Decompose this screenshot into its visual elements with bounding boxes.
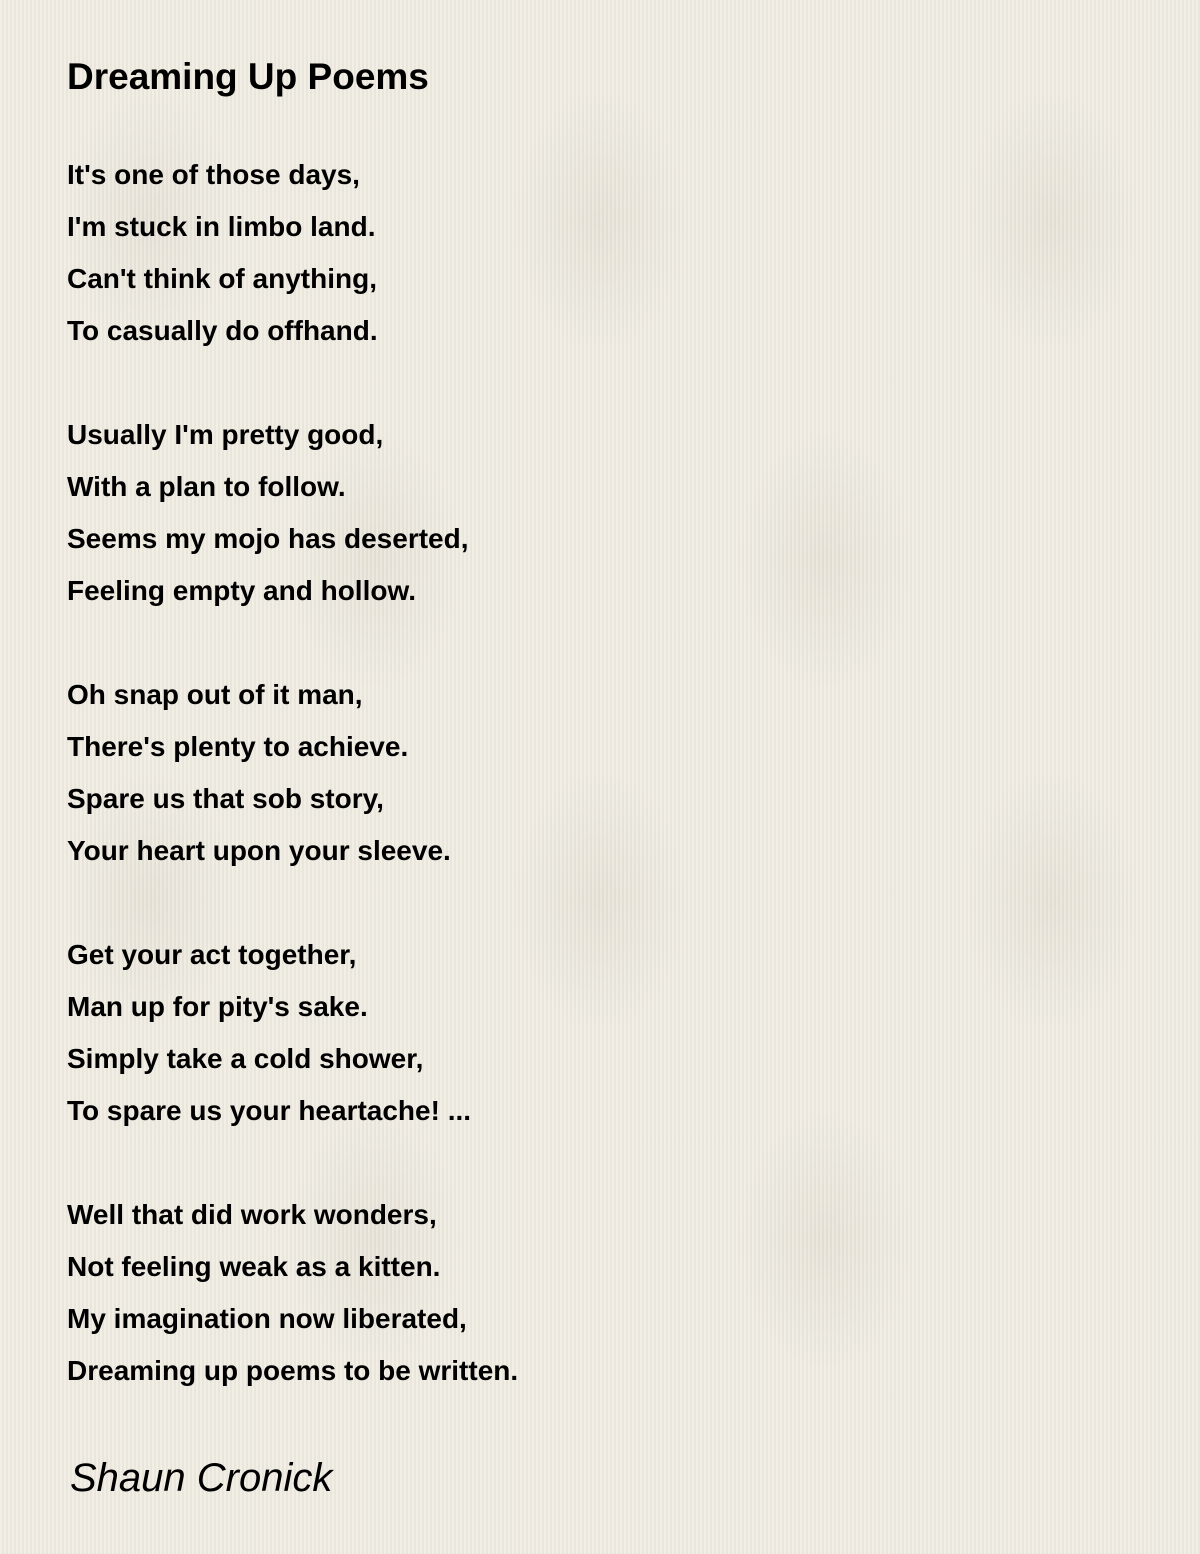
poem-line: With a plan to follow. [67,471,346,502]
poem-body [67,149,518,1449]
stanza [67,149,518,357]
poem-line: Seems my mojo has deserted, [67,523,469,554]
poem-line: Oh snap out of it man, [67,679,363,710]
poem-title: Dreaming Up Poems [67,56,429,97]
stanza [67,929,518,1137]
poem-line: Man up for pity's sake. [67,991,368,1022]
poem-line: There's plenty to achieve. [67,731,409,762]
poem-line: It's one of those days, [67,159,360,190]
poem-author: Shaun Cronick [70,1456,333,1500]
poem-line: To spare us your heartache! ... [67,1095,472,1126]
poem-line: Spare us that sob story, [67,783,384,814]
poem-line: Feeling empty and hollow. [67,575,416,606]
poem-line: Simply take a cold shower, [67,1043,424,1074]
stanza [67,1189,518,1397]
stanza [67,669,518,877]
poem-line: My imagination now liberated, [67,1303,467,1334]
poem-line: Get your act together, [67,939,357,970]
poem-line: I'm stuck in limbo land. [67,211,376,242]
poem-line: To casually do offhand. [67,315,378,346]
poem-line: Not feeling weak as a kitten. [67,1251,441,1282]
stanza [67,409,518,617]
poem-line: Your heart upon your sleeve. [67,835,451,866]
poem-line: Usually I'm pretty good, [67,419,384,450]
poem-line: Can't think of anything, [67,263,377,294]
poem-line: Well that did work wonders, [67,1199,437,1230]
poem-line: Dreaming up poems to be written. [67,1355,519,1386]
